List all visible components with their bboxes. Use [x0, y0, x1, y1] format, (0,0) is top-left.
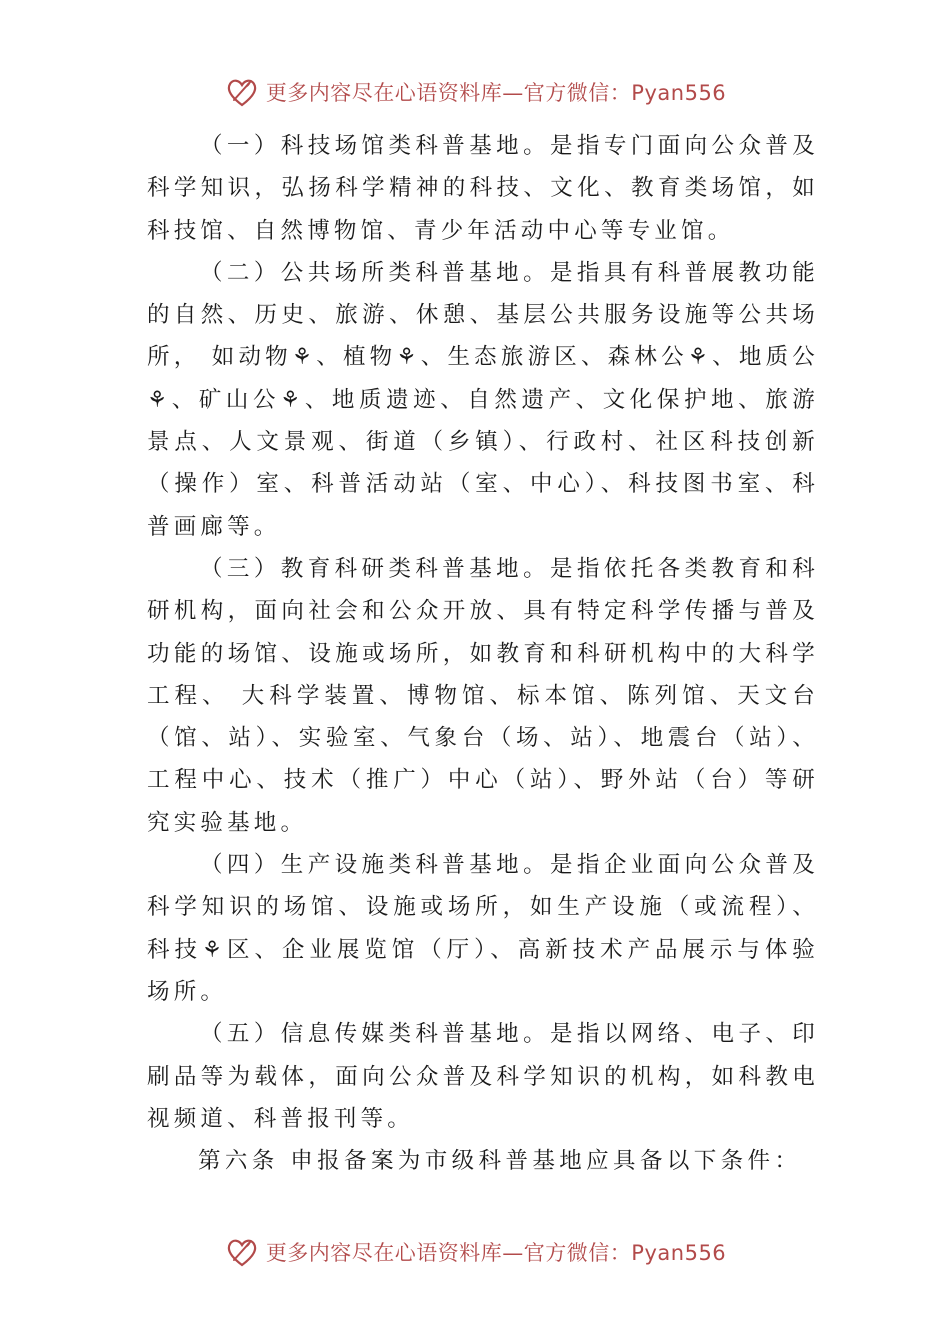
watermark-text: 更多内容尽在心语资料库—官方微信：Pyan556 [265, 81, 727, 105]
paragraph-public-places: （二）公共场所类科普基地。是指具有科普展教功能的自然、历史、旅游、休憩、基层公共服务设施等公共场所， 如动物⚘、植物⚘、生态旅游区、森林公⚘、地质公⚘、矿山公⚘、地质遗迹、自然遗产、文化保护地、旅游景点、人文景观、街道（乡镇）、行政村、社区科技创新（操作）室、科普活动站（室、中心）、科技图书室、科普画廊等。 [147, 259, 819, 540]
paragraph-science-venues: （一）科技场馆类科普基地。是指专门面向公众普及科学知识，弘扬科学精神的科技、文化、教育类场馆，如科技馆、自然博物馆、青少年活动中心等专业馆。 [147, 133, 819, 244]
paragraph-information-media: （五）信息传媒类科普基地。是指以网络、电子、印刷品等为载体，面向公众普及科学知识的机构，如科教电视频道、科普报刊等。 [147, 1021, 819, 1132]
heart-quill-logo-icon [224, 1234, 260, 1270]
article-six-heading: 第六条 申报备案为市级科普基地应具备以下条件： [198, 1148, 802, 1175]
paragraph-education-research: （三）教育科研类科普基地。是指依托各类教育和科研机构，面向社会和公众开放、具有特定科学传播与普及功能的场馆、设施或场所，如教育和科研机构中的大科学工程、 大科学装置、博物馆、标本馆、陈列馆、天文台（馆、站）、实验室、气象台（场、站）、地震台（站）、工程中心、技术（推广）中心（站）、野外站（台）等研究实验基地。 [147, 555, 819, 836]
heart-quill-logo-icon [224, 74, 260, 110]
paragraph-production-facilities: （四）生产设施类科普基地。是指企业面向公众普及科学知识的场馆、设施或场所，如生产设施（或流程）、科技⚘区、企业展览馆（厅）、高新技术产品展示与体验场所。 [147, 852, 819, 1005]
document-body [147, 125, 819, 1182]
footer-watermark-banner [0, 1230, 950, 1274]
header-watermark-banner [0, 70, 950, 114]
watermark-text: 更多内容尽在心语资料库—官方微信：Pyan556 [265, 1241, 727, 1265]
